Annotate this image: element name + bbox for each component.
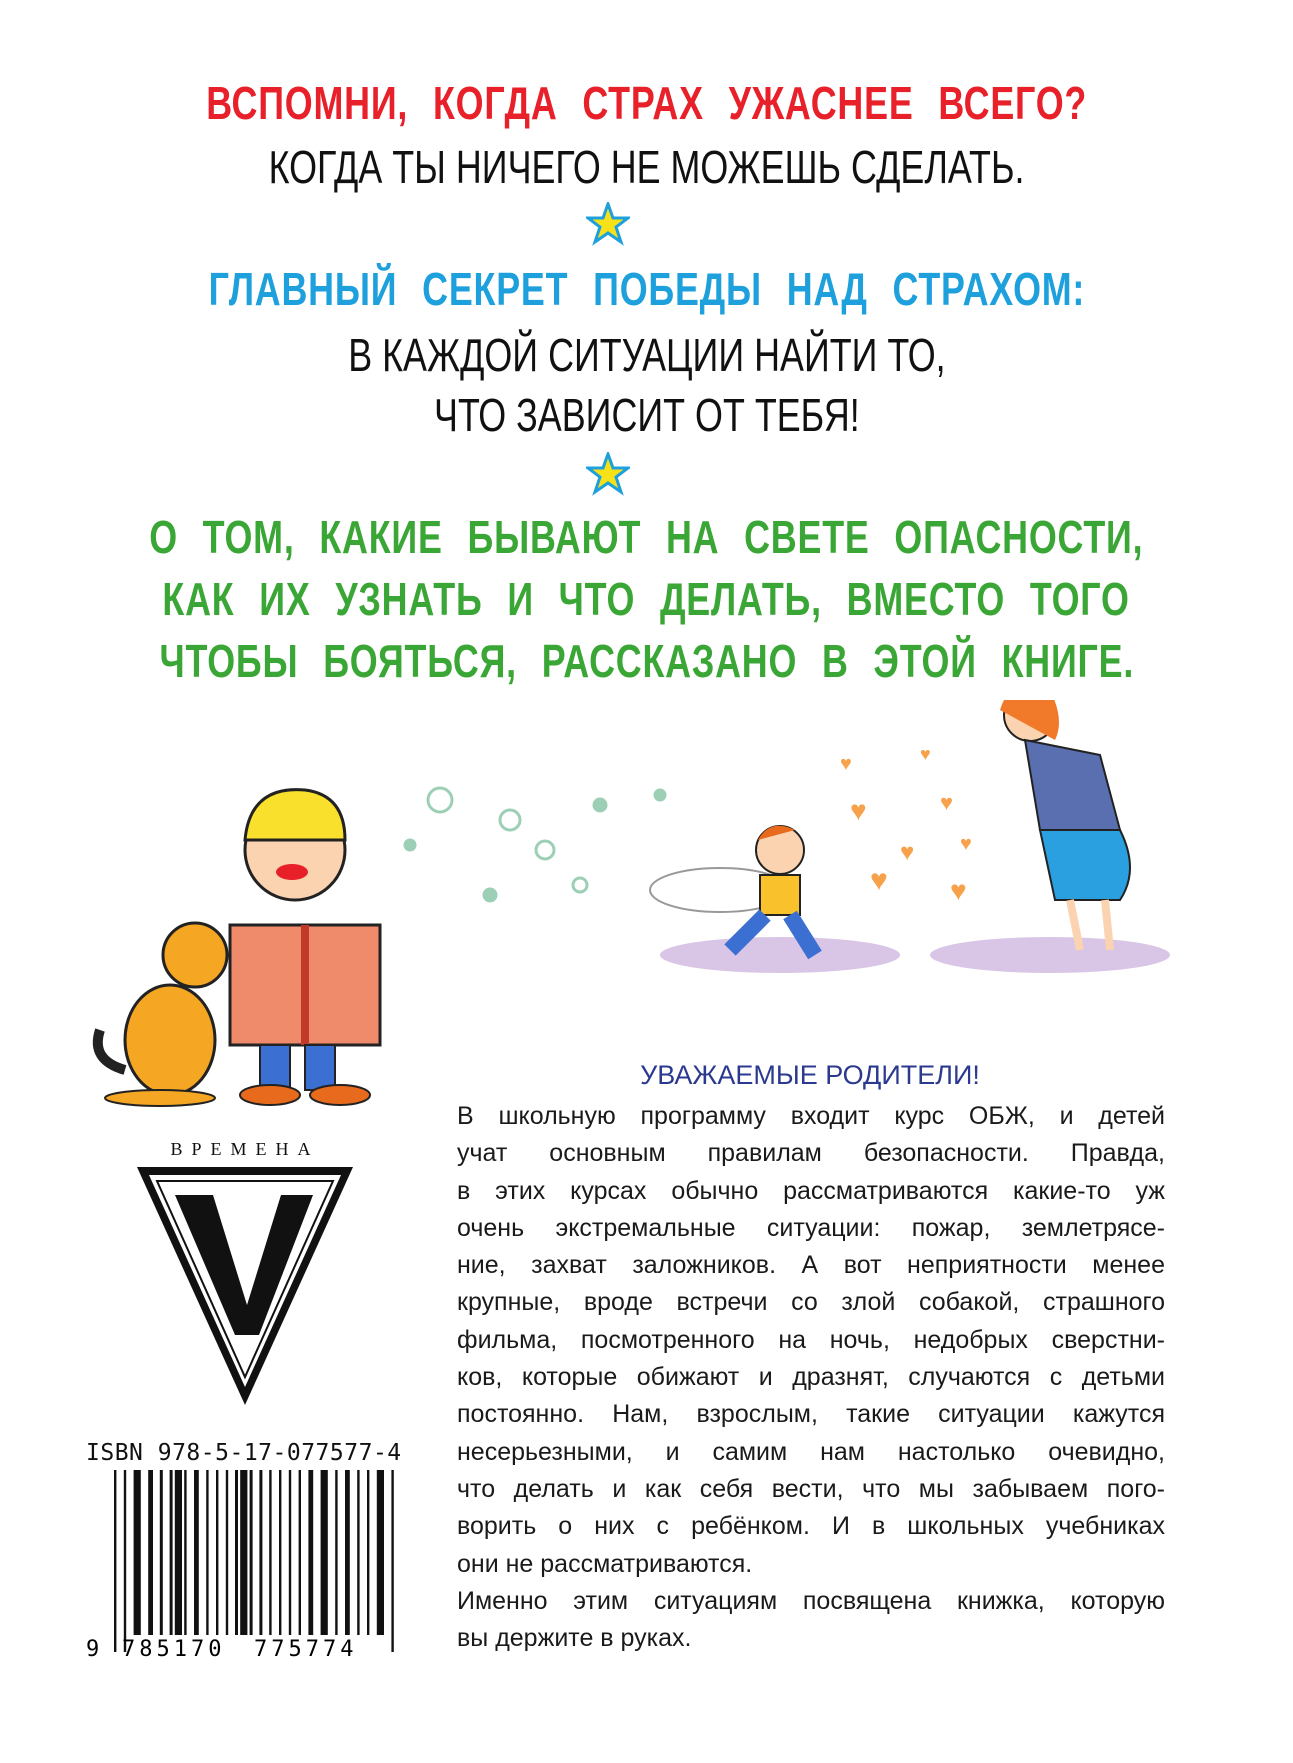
barcode-bar [377, 1470, 384, 1635]
secret-line-2: ЧТО ЗАВИСИТ ОТ ТЕБЯ! [433, 389, 860, 441]
star-icon [586, 452, 630, 496]
star-icon [586, 202, 630, 246]
text-line: очень экстремальные ситуации: пожар, землетрясе- [457, 1213, 1165, 1242]
barcode-digits-right: 775774 [254, 1637, 358, 1660]
barcode-bar [206, 1470, 208, 1635]
barcode-bar [279, 1470, 281, 1635]
illustration [80, 700, 1200, 1120]
green-line-2: КАК ИХ УЗНАТЬ И ЧТО ДЕЛАТЬ, ВМЕСТО ТОГО [162, 573, 1131, 625]
barcode-bar [250, 1470, 253, 1635]
svg-text:♥: ♥ [870, 864, 888, 897]
text-line: учат основным правилам безопасности. Правда, [457, 1139, 1165, 1168]
text-line: несерьезными, и самим нам настолько очевидно, [457, 1437, 1165, 1466]
text-line: в этих курсах обычно рассматриваются какие-то уж [457, 1176, 1165, 1205]
barcode-bar [321, 1470, 328, 1635]
text-line: ков, которые обижают и дразнят, случаются с детьми [457, 1363, 1165, 1392]
barcode-bar [216, 1470, 218, 1635]
parents-title: УВАЖАЕМЫЕ РОДИТЕЛИ! [640, 1060, 980, 1090]
svg-text:♥: ♥ [960, 833, 972, 855]
mother-illustration [1000, 700, 1130, 950]
isbn-label: ISBN 978-5-17-077577-4 [86, 1440, 402, 1466]
text-line: они не рассматриваются. [457, 1549, 753, 1578]
barcode-bar [160, 1470, 163, 1635]
text-line: Именно этим ситуациям посвящена книжка, которую [457, 1586, 1165, 1615]
barcode-bar [148, 1470, 153, 1635]
svg-text:♥: ♥ [900, 839, 915, 866]
barcode-bar [134, 1470, 141, 1635]
headline-answer: КОГДА ТЫ НИЧЕГО НЕ МОЖЕШЬ СДЕЛАТЬ. [268, 141, 1025, 193]
barcode-bar [391, 1470, 393, 1652]
barcode-bar [289, 1470, 291, 1635]
svg-text:♥: ♥ [840, 753, 852, 775]
text-line: крупные, вроде встречи со злой собакой, страшного [457, 1288, 1165, 1317]
text-line: В школьную программу входит курс ОБЖ, и детей [457, 1102, 1165, 1130]
barcode-bar [308, 1470, 313, 1635]
headline-question: ВСПОМНИ, КОГДА СТРАХ УЖАСНЕЕ ВСЕГО? [206, 77, 1087, 129]
barcode-bar [299, 1470, 301, 1635]
barcode-bar [184, 1470, 186, 1635]
secret-line-1: В КАЖДОЙ СИТУАЦИИ НАЙТИ ТО, [347, 329, 946, 381]
parents-text [457, 1098, 1165, 1657]
green-line-1: О ТОМ, КАКИЕ БЫВАЮТ НА СВЕТЕ ОПАСНОСТИ, [149, 511, 1144, 563]
boy-reading-illustration [230, 790, 380, 1105]
headline-secret: ГЛАВНЫЙ СЕКРЕТ ПОБЕДЫ НАД СТРАХОМ: [208, 263, 1085, 315]
barcode-bar [235, 1470, 238, 1635]
barcode-bar [194, 1470, 199, 1635]
barcode-bar [240, 1470, 247, 1635]
green-line-3: ЧТОБЫ БОЯТЬСЯ, РАССКАЗАНО В ЭТОЙ КНИГЕ. [159, 635, 1134, 687]
svg-text:♥: ♥ [950, 875, 967, 906]
svg-text:♥: ♥ [850, 795, 867, 826]
barcode-bar [259, 1470, 262, 1635]
barcode-bar [367, 1470, 369, 1635]
barcode-bar [124, 1470, 126, 1652]
svg-text:♥: ♥ [920, 744, 931, 764]
text-line: ворить о них с ребёнком. И в школьных учебниках [457, 1512, 1165, 1541]
barcode-bar [335, 1470, 337, 1635]
svg-text:♥: ♥ [940, 790, 954, 815]
text-line: постоянно. Нам, взрослым, такие ситуации кажутся [457, 1400, 1165, 1429]
barcode [86, 1470, 396, 1660]
text-line: фильма, посмотренного на ночь, недобрых сверстни- [457, 1325, 1165, 1354]
barcode-digits-left: 785170 [122, 1637, 226, 1660]
hearts-decoration [840, 744, 972, 906]
text-line: ние, захват заложников. А вот неприятности менее [457, 1251, 1165, 1280]
barcode-bar [175, 1470, 182, 1635]
barcode-digit: 9 [86, 1637, 100, 1660]
publisher-logo [135, 1135, 355, 1415]
barcode-bar [226, 1470, 228, 1635]
barcode-bar [170, 1470, 173, 1635]
barcode-bar [114, 1470, 116, 1652]
publisher-name: ВРЕМЕНА [170, 1139, 320, 1159]
text-line: что делать и как себя вести, что мы забываем пого- [457, 1474, 1165, 1503]
bubbles-decoration [405, 788, 665, 901]
barcode-bar [269, 1470, 271, 1635]
barcode-bar [345, 1470, 350, 1635]
barcode-bar [357, 1470, 359, 1635]
text-line: вы держите в руках. [457, 1624, 692, 1653]
cat-illustration [98, 923, 227, 1106]
